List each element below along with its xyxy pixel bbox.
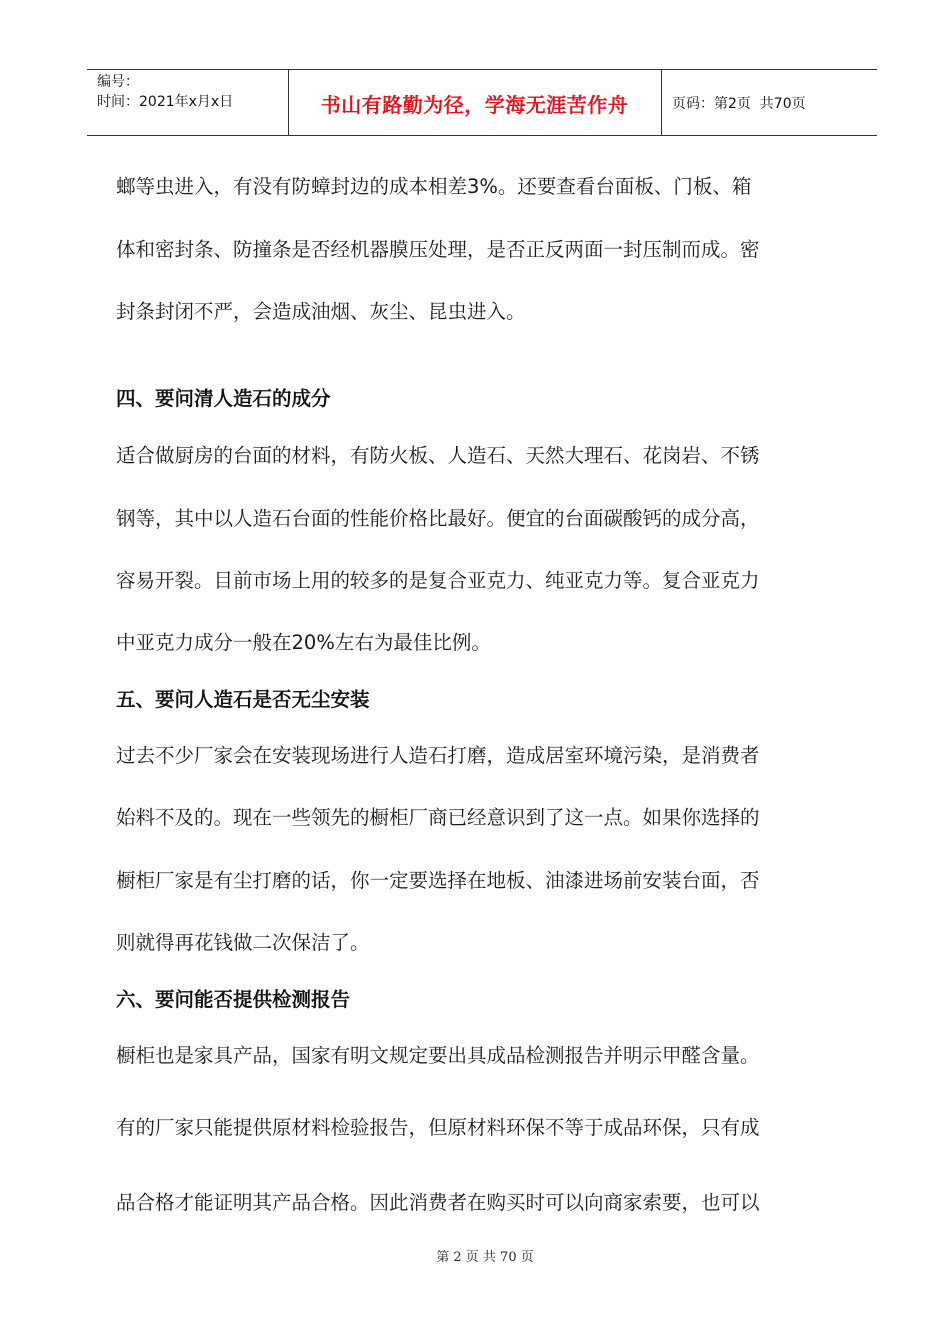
header-meta: [97, 72, 233, 112]
paragraph-line: 中亚克力成分一般在20%左右为最佳比例。: [116, 631, 491, 654]
paragraph-line: 橱柜厂家是有尘打磨的话，你一定要选择在地板、油漆进场前安装台面，否: [116, 869, 760, 892]
paragraph-line: 容易开裂。目前市场上用的较多的是复合亚克力、纯亚克力等。复合亚克力: [116, 569, 760, 592]
header-motto: 书山有路勤为径，学海无涯苦作舟: [320, 92, 629, 117]
number-label: 编号：: [97, 74, 139, 90]
paragraph-line: 有的厂家只能提供原材料检验报告，但原材料环保不等于成品环保，只有成: [116, 1116, 760, 1139]
paragraph-line: 过去不少厂家会在安装现场进行人造石打磨，造成居室环境污染，是消费者: [116, 744, 760, 767]
paragraph-line: 封条封闭不严，会造成油烟、灰尘、昆虫进入。: [116, 300, 526, 323]
paragraph-line: 钢等，其中以人造石台面的性能价格比最好。便宜的台面碳酸钙的成分高，: [116, 507, 760, 530]
paragraph-line: 橱柜也是家具产品，国家有明文规定要出具成品检测报告并明示甲醛含量。: [116, 1044, 760, 1067]
paragraph-line: 则就得再花钱做二次保洁了。: [116, 931, 370, 954]
header-divider: [661, 70, 662, 136]
paragraph-line: 体和密封条、防撞条是否经机器膜压处理，是否正反两面一封压制而成。密: [116, 238, 760, 261]
section-heading-6: 六、要问能否提供检测报告: [116, 988, 351, 1011]
paragraph-line: 螂等虫进入，有没有防蟑封边的成本相差3%。还要查看台面板、门板、箱: [116, 175, 752, 198]
paragraph-line: 品合格才能证明其产品合格。因此消费者在购买时可以向商家索要，也可以: [116, 1191, 760, 1214]
time-label: 时间：2021年x月x日: [97, 94, 234, 110]
section-heading-4: 四、要问清人造石的成分: [116, 387, 331, 410]
paragraph-line: 始料不及的。现在一些领先的橱柜厂商已经意识到了这一点。如果你选择的: [116, 806, 760, 829]
section-heading-5: 五、要问人造石是否无尘安装: [116, 688, 370, 711]
page-footer: 第 2 页 共 70 页: [436, 1250, 534, 1265]
page-header: [87, 69, 877, 136]
paragraph-line: 适合做厨房的台面的材料，有防火板、人造石、天然大理石、花岗岩、不锈: [116, 444, 760, 467]
header-page-info: 页码：第2页 共70页: [672, 96, 806, 112]
